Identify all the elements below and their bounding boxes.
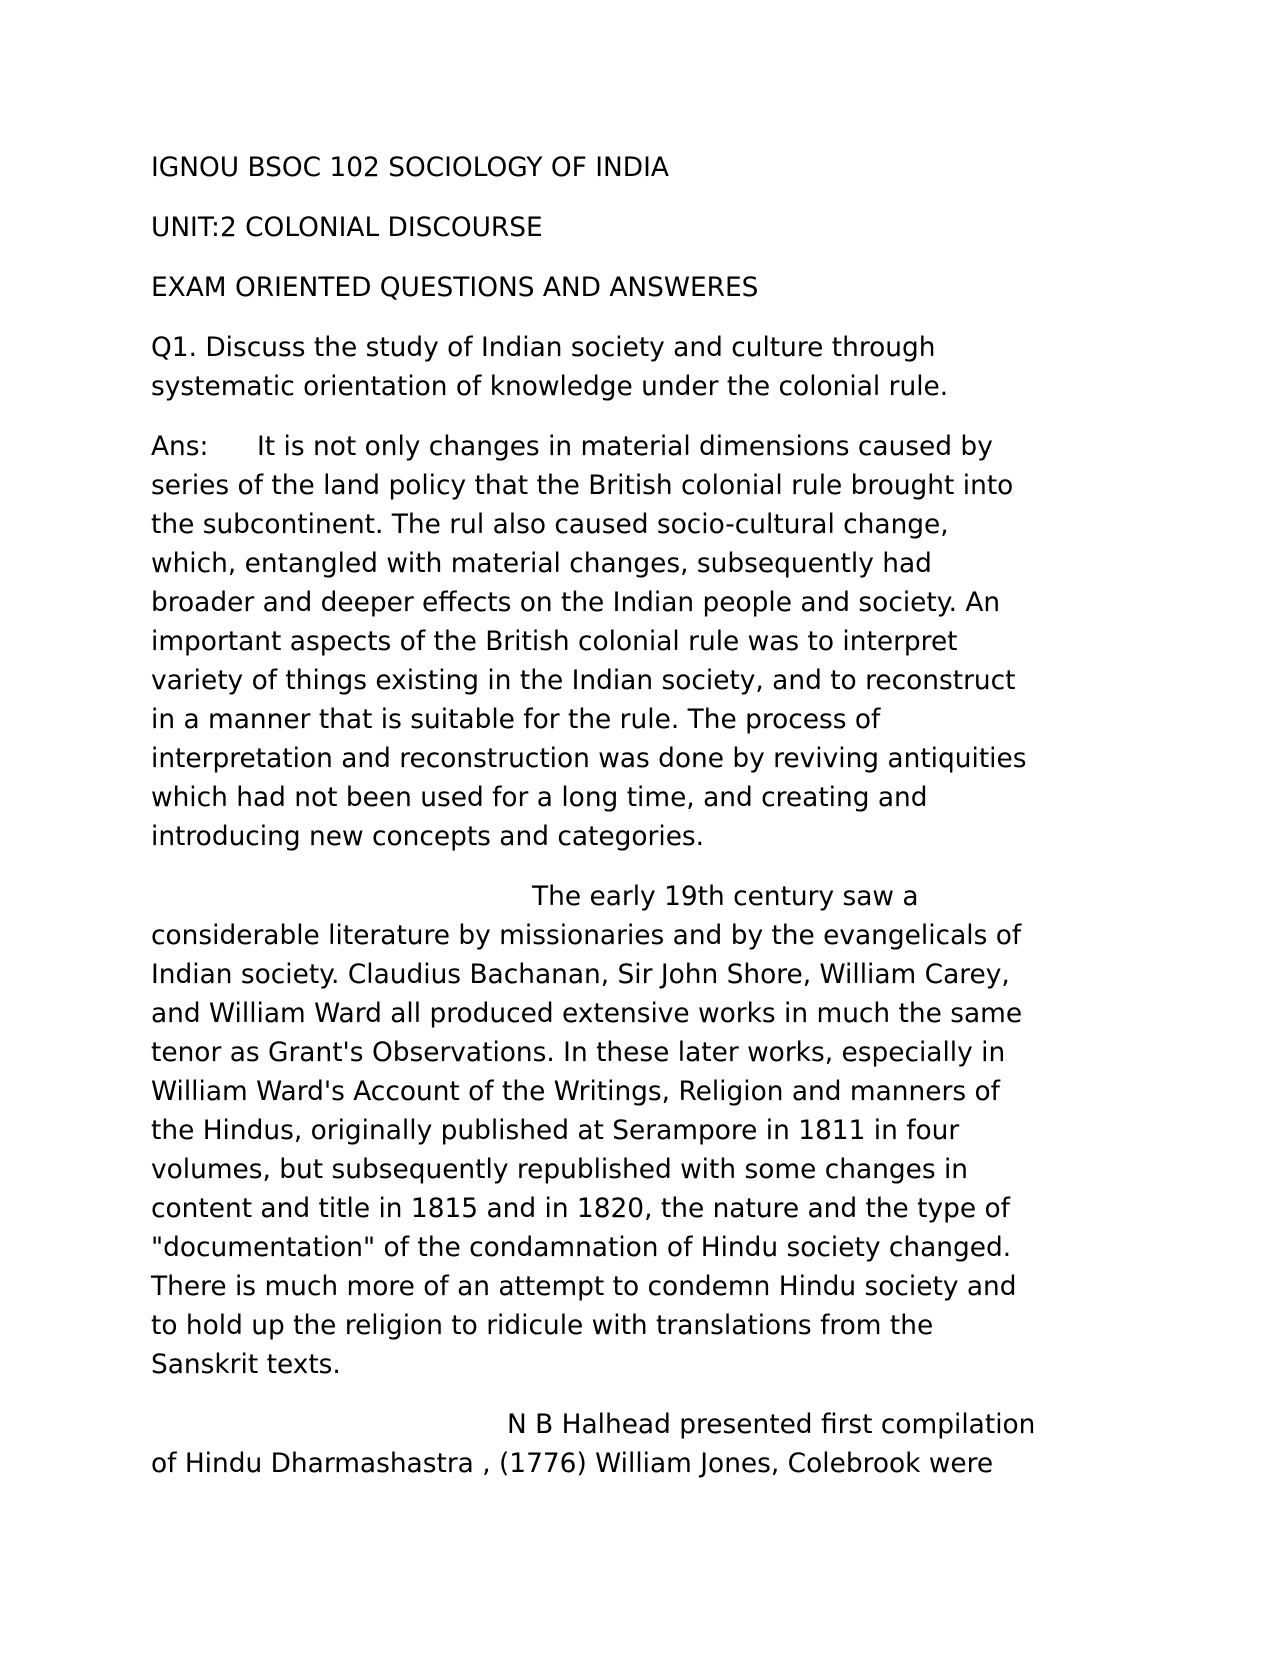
answer-paragraph-3 (151, 1405, 1141, 1483)
answer-paragraph-2 (151, 877, 1141, 1384)
answer-line: important aspects of the British colonial rule was to interpret (151, 626, 958, 657)
answer-line: introducing new concepts and categories. (151, 821, 705, 852)
answer-line: which, entangled with material changes, subsequently had (151, 548, 932, 579)
course-title (151, 148, 1141, 187)
answer-line: variety of things existing in the Indian society, and to reconstruct (151, 665, 1016, 696)
answer-line: of Hindu Dharmashastra , (1776) William Jones, Colebrook were (151, 1448, 994, 1479)
answer-line: which had not been used for a long time, and creating and (151, 782, 928, 813)
answer-paragraph-1 (151, 427, 1141, 856)
answer-line: Indian society. Claudius Bachanan, Sir John Shore, William Carey, (151, 959, 1010, 990)
answer-line: and William Ward all produced extensive works in much the same (151, 998, 1023, 1029)
document-body (151, 148, 1141, 1504)
question-line: Q1. Discuss the study of Indian society and culture through (151, 332, 936, 363)
unit-title (151, 208, 1141, 247)
answer-line: the Hindus, originally published at Serampore in 1811 in four (151, 1115, 960, 1146)
answer-line: There is much more of an attempt to condemn Hindu society and (151, 1271, 1017, 1302)
answer-line: N B Halhead presented first compilation (507, 1409, 1036, 1440)
answer-label: Ans: (151, 431, 209, 462)
answer-first-line (151, 427, 1141, 466)
answer-line: to hold up the religion to ridicule with translations from the (151, 1310, 934, 1341)
answer-line: Sanskrit texts. (151, 1349, 341, 1380)
answer-line: It is not only changes in material dimensions caused by (257, 431, 993, 462)
answer-line: the subcontinent. The rul also caused socio-cultural change, (151, 509, 949, 540)
answer-line: volumes, but subsequently republished with some changes in (151, 1154, 969, 1185)
course-title-text: IGNOU BSOC 102 SOCIOLOGY OF INDIA (151, 152, 669, 183)
answer-line: in a manner that is suitable for the rule. The process of (151, 704, 881, 735)
answer-line: "documentation" of the condamnation of Hindu society changed. (151, 1232, 1012, 1263)
unit-title-text: UNIT:2 COLONIAL DISCOURSE (151, 212, 543, 243)
answer-line: tenor as Grant's Observations. In these later works, especially in (151, 1037, 1006, 1068)
answer-line: considerable literature by missionaries and by the evangelicals of (151, 920, 1022, 951)
answer-line: William Ward's Account of the Writings, Religion and manners of (151, 1076, 1000, 1107)
question-1 (151, 328, 1141, 406)
answer-line: The early 19th century saw a (532, 881, 919, 912)
answer-line: interpretation and reconstruction was done by reviving antiquities (151, 743, 1027, 774)
question-line: systematic orientation of knowledge under the colonial rule. (151, 371, 949, 402)
section-title (151, 268, 1141, 307)
section-title-text: EXAM ORIENTED QUESTIONS AND ANSWERES (151, 272, 759, 303)
answer-line: broader and deeper effects on the Indian people and society. An (151, 587, 1001, 618)
answer-line: series of the land policy that the British colonial rule brought into (151, 470, 1014, 501)
answer-line: content and title in 1815 and in 1820, the nature and the type of (151, 1193, 1010, 1224)
